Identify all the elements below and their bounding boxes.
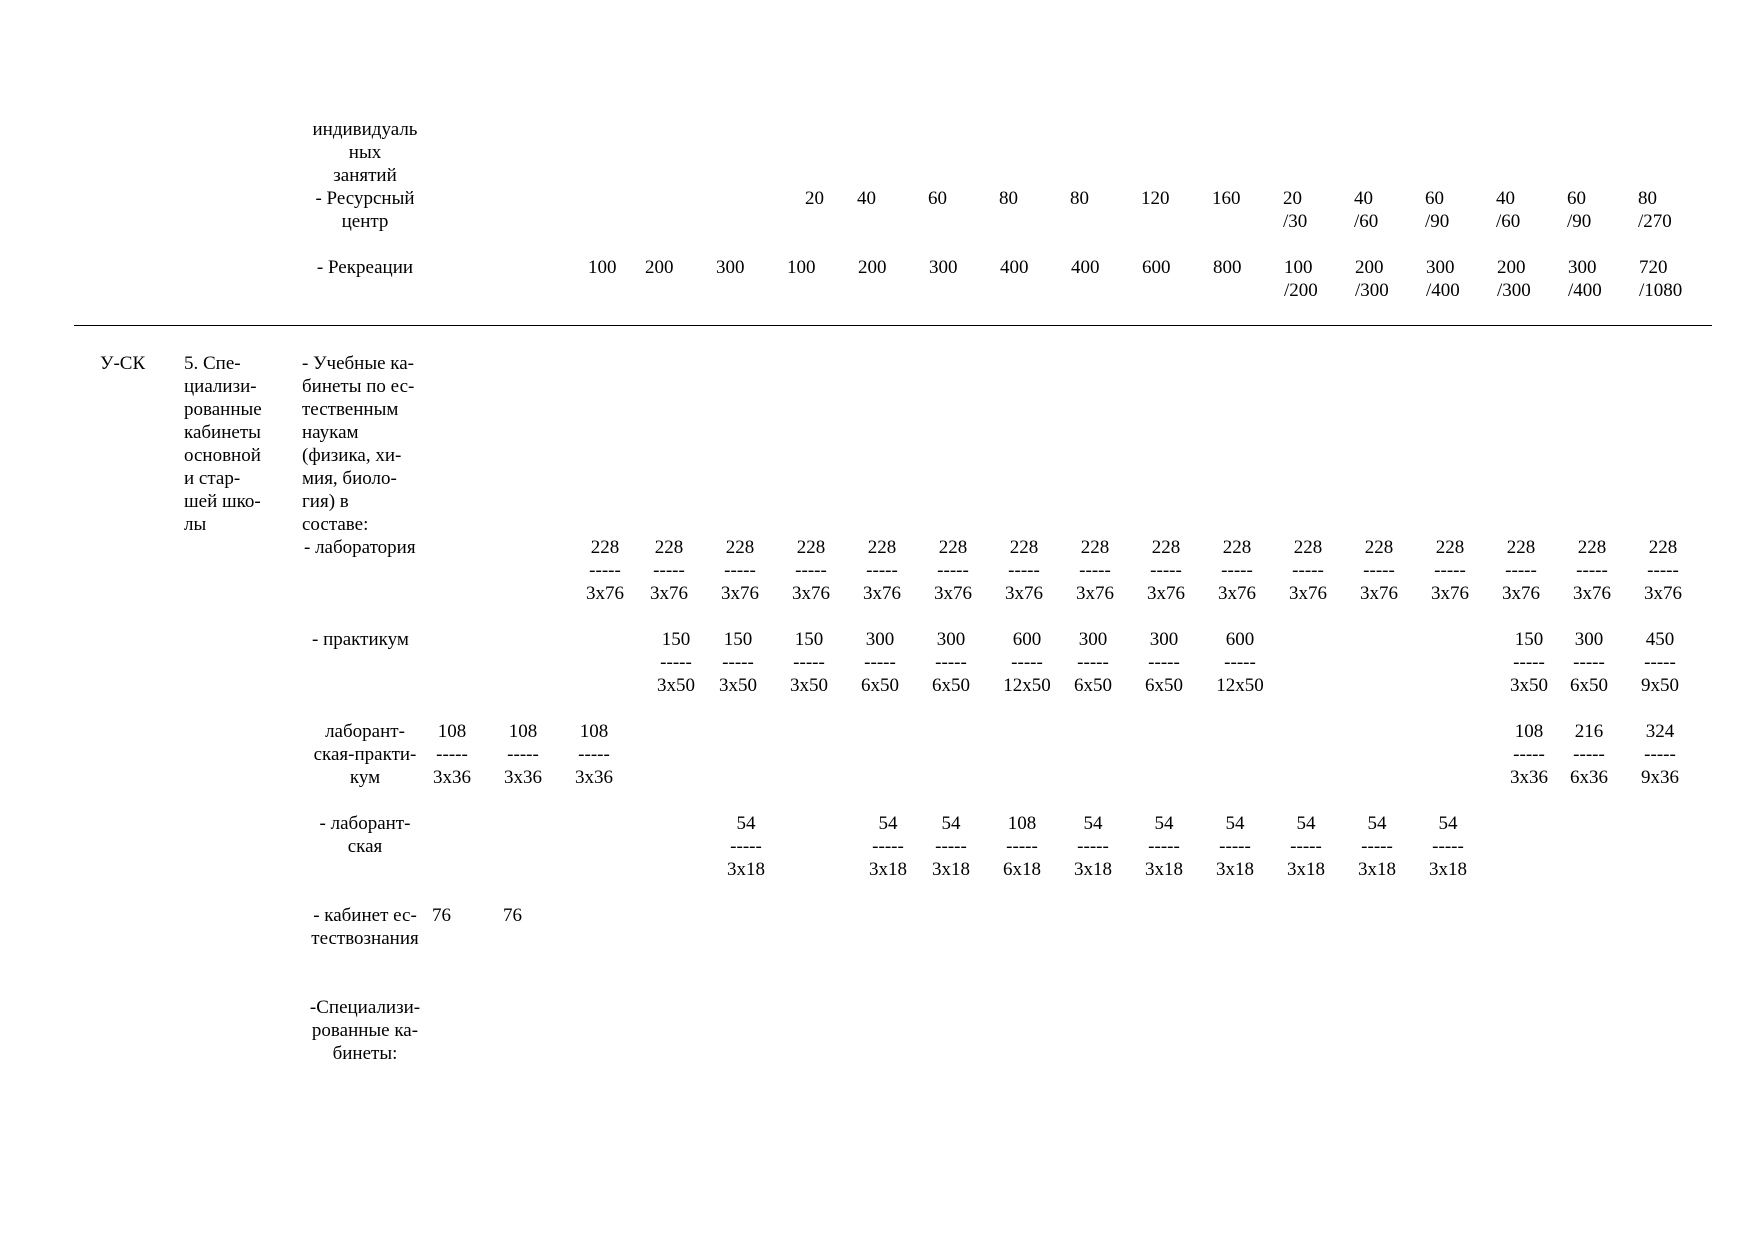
table-cell: 300 ----- 6x50 — [1570, 629, 1608, 696]
table-cell: 300 ----- 6x50 — [932, 629, 970, 696]
table-cell: 200 /300 — [1497, 257, 1531, 301]
table-cell: 120 — [1141, 188, 1170, 209]
table-cell: 108 ----- 3x36 — [433, 721, 471, 788]
table-cell: 300 — [716, 257, 745, 278]
table-cell: 54 ----- 3x18 — [1216, 813, 1254, 880]
table-cell: 400 — [1071, 257, 1100, 278]
specialized-cabinets-label: -Специализи- рованные ка- бинеты: — [309, 997, 421, 1064]
table-cell: 450 ----- 9x50 — [1641, 629, 1679, 696]
table-cell: 228 ----- 3x76 — [1289, 537, 1327, 604]
resource-center-label: - Ресурсный центр — [315, 188, 415, 232]
section-title: 5. Спе- циализи- рованные кабинеты основной и стар- шей шко- лы — [184, 353, 262, 535]
table-cell: 54 ----- 3x18 — [1429, 813, 1467, 880]
table-cell: 80 — [999, 188, 1018, 209]
table-cell: 54 ----- 3x18 — [932, 813, 970, 880]
table-cell: 60 — [928, 188, 947, 209]
table-cell: 300 ----- 6x50 — [1074, 629, 1112, 696]
table-cell: 54 ----- 3x18 — [1287, 813, 1325, 880]
table-cell: 228 ----- 3x76 — [650, 537, 688, 604]
table-cell: 228 ----- 3x76 — [934, 537, 972, 604]
lab-room-label: - лаборант- ская — [319, 813, 411, 857]
table-cell: 228 ----- 3x76 — [1573, 537, 1611, 604]
table-cell: 150 ----- 3x50 — [1510, 629, 1548, 696]
table-cell: 228 ----- 3x76 — [792, 537, 830, 604]
table-cell: 54 ----- 3x18 — [727, 813, 765, 880]
table-cell: 228 ----- 3x76 — [1218, 537, 1256, 604]
table-cell: 108 ----- 6x18 — [1003, 813, 1041, 880]
table-cell: 60 /90 — [1425, 188, 1450, 232]
science-cabinet-label: - кабинет ес- тествознания — [311, 905, 419, 949]
lab-label: - лаборатория — [304, 537, 416, 558]
table-cell: 228 ----- 3x76 — [1431, 537, 1469, 604]
lab-practicum-label: лаборант- ская-практи- кум — [313, 721, 417, 788]
table-cell: 100 — [787, 257, 816, 278]
table-cell: 40 — [857, 188, 876, 209]
table-cell: 76 — [503, 905, 522, 926]
table-cell: 100 /200 — [1284, 257, 1318, 301]
table-cell: 216 ----- 6x36 — [1570, 721, 1608, 788]
table-cell: 400 — [1000, 257, 1029, 278]
table-cell: 228 ----- 3x76 — [721, 537, 759, 604]
table-cell: 160 — [1212, 188, 1241, 209]
table-cell: 200 — [645, 257, 674, 278]
table-cell: 200 /300 — [1355, 257, 1389, 301]
table-cell: 300 ----- 6x50 — [1145, 629, 1183, 696]
table-cell: 720 /1080 — [1639, 257, 1683, 301]
table-cell: 150 ----- 3x50 — [790, 629, 828, 696]
table-cell: 60 /90 — [1567, 188, 1592, 232]
table-cell: 228 ----- 3x76 — [1502, 537, 1540, 604]
table-cell: 228 ----- 3x76 — [586, 537, 624, 604]
section-subtitle: - Учебные ка- бинеты по ес- тественным наукам (физика, хи- мия, биоло- гия) в составе: — [302, 353, 415, 535]
table-cell: 80 /270 — [1638, 188, 1672, 232]
table-cell: 228 ----- 3x76 — [1005, 537, 1043, 604]
table-cell: 228 ----- 3x76 — [1147, 537, 1185, 604]
table-cell: 100 — [588, 257, 617, 278]
table-cell: 300 /400 — [1426, 257, 1460, 301]
table-cell: 108 ----- 3x36 — [575, 721, 613, 788]
section-divider — [74, 325, 1712, 326]
table-cell: 600 — [1142, 257, 1171, 278]
table-cell: 54 ----- 3x18 — [869, 813, 907, 880]
table-cell: 40 /60 — [1496, 188, 1521, 232]
table-cell: 150 ----- 3x50 — [719, 629, 757, 696]
table-cell: 228 ----- 3x76 — [1360, 537, 1398, 604]
table-cell: 40 /60 — [1354, 188, 1379, 232]
section-code: У-СК — [100, 353, 146, 374]
table-cell: 54 ----- 3x18 — [1074, 813, 1112, 880]
table-cell: 20 — [805, 188, 824, 209]
table-cell: 228 ----- 3x76 — [1644, 537, 1682, 604]
table-cell: 600 ----- 12x50 — [1003, 629, 1051, 696]
table-cell: 150 ----- 3x50 — [657, 629, 695, 696]
table-cell: 108 ----- 3x36 — [1510, 721, 1548, 788]
table-cell: 54 ----- 3x18 — [1145, 813, 1183, 880]
individual-lessons-label: индивидуаль ных занятий — [312, 119, 418, 186]
recreation-label: - Рекреации — [316, 257, 414, 278]
table-cell: 54 ----- 3x18 — [1358, 813, 1396, 880]
table-cell: 800 — [1213, 257, 1242, 278]
table-cell: 300 — [929, 257, 958, 278]
table-cell: 600 ----- 12x50 — [1216, 629, 1264, 696]
table-cell: 76 — [432, 905, 451, 926]
table-cell: 228 ----- 3x76 — [863, 537, 901, 604]
table-cell: 108 ----- 3x36 — [504, 721, 542, 788]
table-cell: 300 ----- 6x50 — [861, 629, 899, 696]
table-cell: 300 /400 — [1568, 257, 1602, 301]
table-cell: 228 ----- 3x76 — [1076, 537, 1114, 604]
table-cell: 20 /30 — [1283, 188, 1308, 232]
table-cell: 200 — [858, 257, 887, 278]
table-cell: 80 — [1070, 188, 1089, 209]
practicum-label: - практикум — [312, 629, 409, 650]
table-cell: 324 ----- 9x36 — [1641, 721, 1679, 788]
